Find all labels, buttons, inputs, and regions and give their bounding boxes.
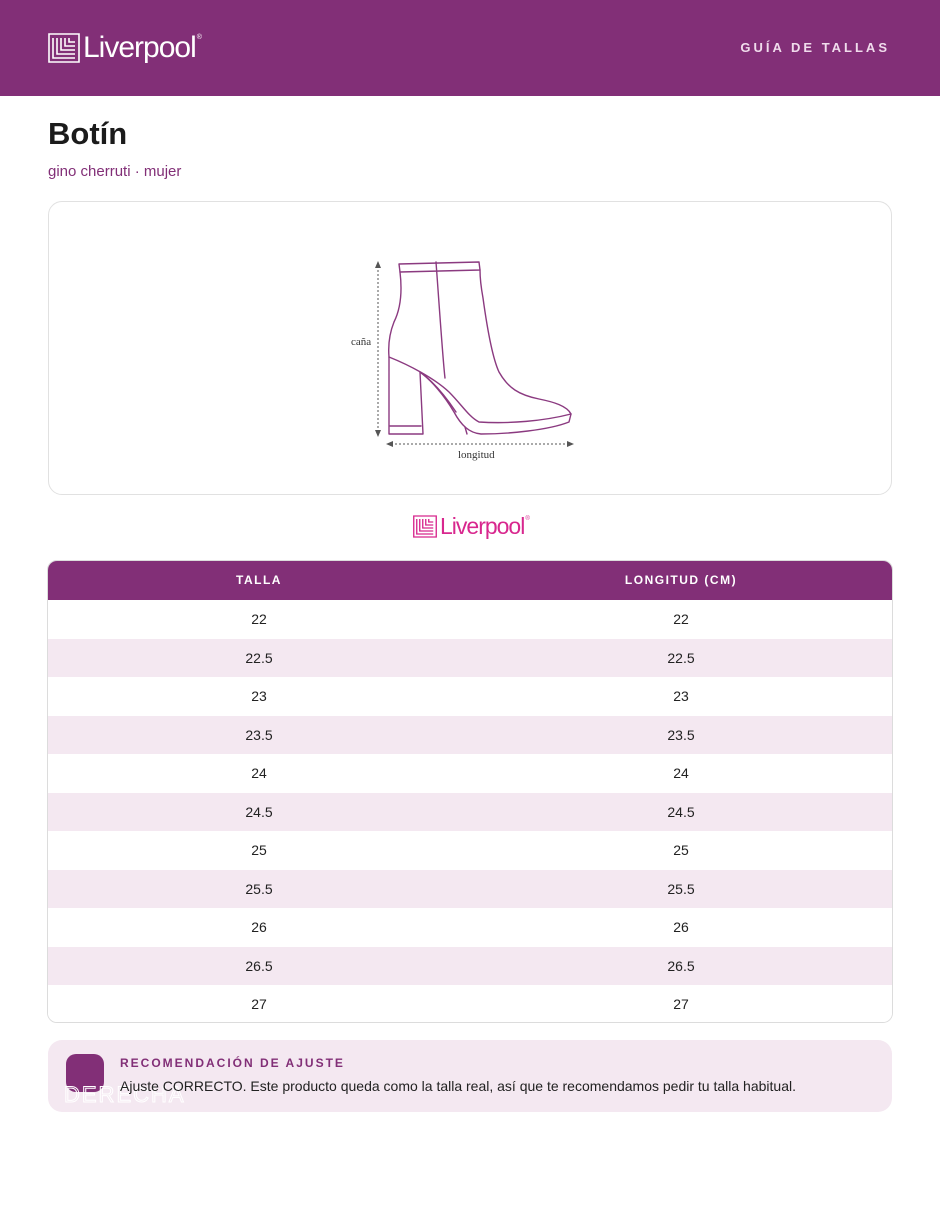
longitud-cell: 23 [673,688,689,705]
fit-recommendation-heading: RECOMENDACIÓN DE AJUSTE [120,1056,345,1070]
longitud-cell: 26.5 [667,957,695,974]
table-row [48,639,892,678]
table-row [48,870,892,909]
liverpool-logo-icon [48,33,80,63]
fit-recommendation [48,1040,892,1112]
longitud-label: longitud [458,449,495,461]
cana-label: caña [351,336,372,348]
longitud-cell: 22 [673,611,689,627]
talla-cell: 26.5 [245,957,273,974]
page-header [0,0,940,96]
longitud-cell: 24 [673,765,689,782]
size-table-body [48,600,892,1023]
longitud-cell: 24.5 [667,803,695,820]
longitud-cell: 25 [673,842,689,859]
liverpool-logo-secondary [413,512,530,540]
table-row [48,908,892,947]
liverpool-logo-icon-pink [413,515,437,538]
liverpool-logo[interactable] [48,30,202,66]
registered-mark: ® [196,34,202,41]
fit-recommendation-text: Ajuste CORRECTO. Este producto queda como la talla real, así que te recomendamos pedir tu talla habitual. [120,1078,796,1094]
size-table [47,560,893,1023]
boot-measurement-diagram [49,202,893,496]
longitud-cell: 26 [673,919,689,936]
height-arrow [375,261,381,437]
talla-cell: 27 [251,996,267,1013]
longitud-cell: 22.5 [667,649,695,666]
registered-mark-pink: ® [525,516,530,522]
talla-cell: 25 [251,842,267,859]
table-row [48,716,892,755]
ankle-boot-icon [389,262,571,434]
liverpool-logo-text: Liverpool [83,31,196,64]
talla-cell: 25.5 [245,880,273,897]
size-table-header [48,561,892,600]
talla-cell: 23.5 [245,726,273,743]
talla-cell: 24.5 [245,803,273,820]
measurement-diagram-card [48,201,892,495]
table-row [48,831,892,870]
product-title: Botín [48,116,128,151]
talla-cell: 23 [251,688,267,705]
liverpool-logo-text-pink: Liverpool [440,512,525,539]
column-header-longitud: LONGITUD (CM) [624,573,738,587]
talla-cell: 22.5 [245,649,273,666]
talla-cell: 22 [251,611,267,627]
table-row [48,600,892,639]
length-arrow [386,441,574,447]
talla-cell: 26 [251,919,267,936]
product-subtitle: gino cherruti · mujer [48,163,182,180]
talla-cell: 24 [251,765,267,782]
table-row [48,985,892,1023]
longitud-cell: 25.5 [667,880,695,897]
table-row [48,677,892,716]
table-row [48,793,892,832]
table-row [48,754,892,793]
fit-recommendation-icon [64,1054,186,1107]
fit-icon-label: DERECHA [64,1082,186,1107]
longitud-cell: 27 [673,996,689,1013]
column-header-talla: TALLA [236,573,282,587]
size-guide-link[interactable]: GUÍA DE TALLAS [740,40,890,55]
longitud-cell: 23.5 [667,726,695,743]
table-row [48,947,892,986]
